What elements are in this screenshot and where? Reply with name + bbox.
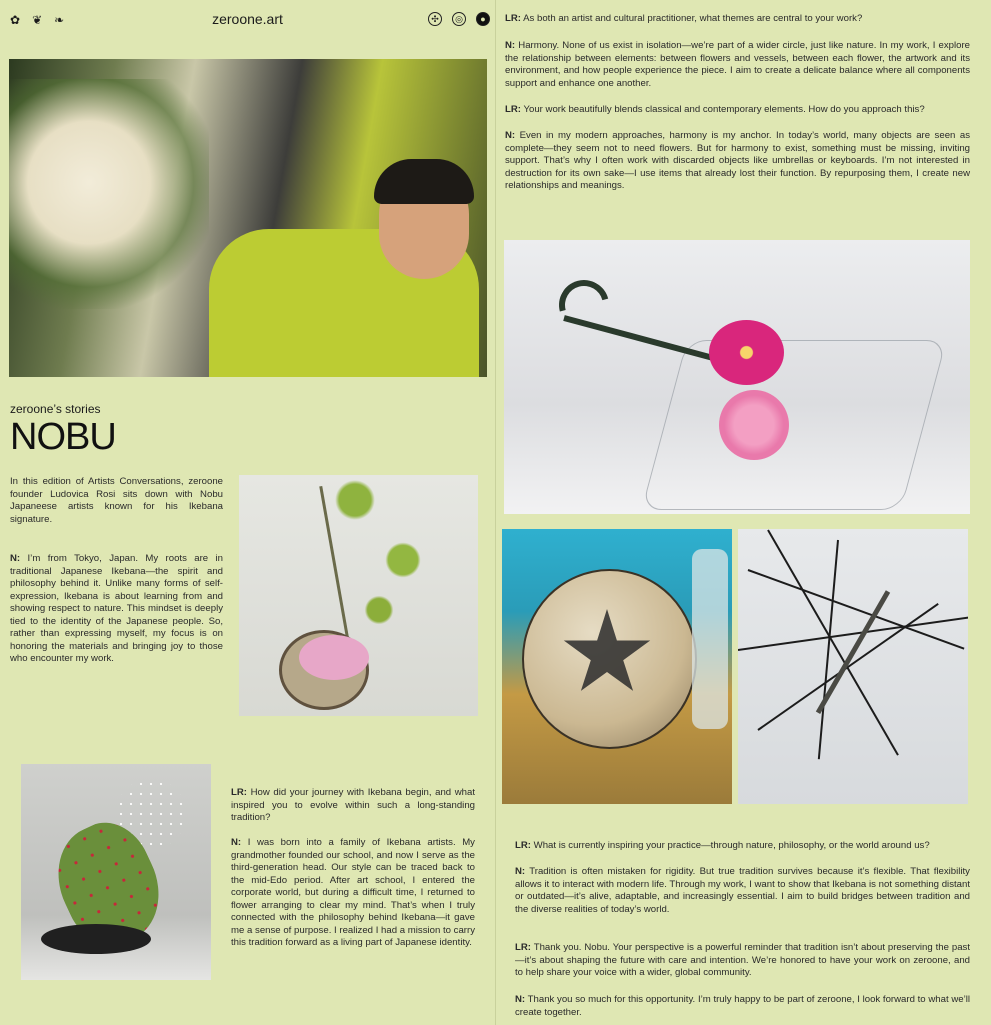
speaker-label: LR:: [515, 942, 531, 953]
clear-umbrella-canopy: [641, 340, 947, 510]
answer-text: Harmony. None of us exist in isolation—we’re part of a wider circle, just like nature. In my work, I explore the relationship between elements: between flowers and vessels, between each flower, the artwork and its environment, and how people experience the piece. I aim to create a delicate balance where all components support and enhance one another.: [505, 40, 970, 89]
speaker-label: LR:: [505, 104, 521, 115]
speaker-label: N:: [10, 553, 21, 564]
qa-question: [505, 13, 970, 26]
qa-question: [515, 942, 970, 980]
black-dish: [41, 924, 151, 954]
ikebana-berries-photo: [21, 764, 211, 980]
speaker-label: LR:: [515, 840, 531, 851]
intro-lede: In this edition of Artists Conversations, zeroone founder Ludovica Rosi sits down with Nobu Japaneese artists known for his Ikebana signature.: [10, 476, 223, 525]
answer-text: Tradition is often mistaken for rigidity. But true tradition survives because it’s flexible. That flexibility allows it to interact with modern life. Through my work, I want to show that Ikebana is not something distant or outdated—it’s alive, adaptable, and increasingly essential. I aim to build bridges between tradition and the diverse realities of today’s world.: [515, 866, 970, 915]
bird-logo-icon[interactable]: ❦: [32, 13, 43, 27]
qa-answer: [515, 994, 970, 1019]
umbrella-ribs-branch-photo: [738, 529, 968, 804]
magenta-peony: [709, 320, 784, 385]
qa-question: [505, 104, 970, 117]
circle-symbol-icon[interactable]: ◎: [452, 12, 466, 26]
question-text: Your work beautifully blends classical and contemporary elements. How do you approach this?: [523, 104, 925, 115]
question-text: Thank you. Nobu. Your perspective is a powerful reminder that tradition isn’t about preserving the past—it’s about shaping the future with care and intention. We’re honored to have your work on zeroone, and to help share your voice with a wider, global community.: [515, 942, 970, 978]
question-text: How did your journey with Ikebana begin, and what inspired you to evolve within such a long-standing tradition?: [231, 787, 475, 823]
speaker-label: N:: [505, 40, 516, 51]
site-title[interactable]: zeroone.art: [212, 11, 283, 27]
qa-question: [515, 840, 970, 853]
header-action-icons: [428, 12, 490, 26]
speaker-label: N:: [505, 130, 516, 141]
artist-name-heading: NOBU: [10, 416, 116, 458]
qa-question: [231, 787, 475, 825]
speaker-label: N:: [515, 994, 526, 1005]
qa-answer: [505, 130, 970, 193]
record-icon[interactable]: ●: [476, 12, 490, 26]
answer-text: Thank you so much for this opportunity. I’m truly happy to be part of zeroone, I look forward to what we’ll create together.: [515, 994, 970, 1018]
leaf-logo-icon[interactable]: ✿: [10, 13, 21, 27]
speaker-label: N:: [515, 866, 526, 877]
answer-text: I was born into a family of Ikebana artists. My grandmother founded our school, and now I serve as the third-generation head. Our style can be traced back to the mid-Edo period. After art school, I entered the corporate world, but during a difficult time, I returned to flower arranging to clear my mind. That’s when I truly connected with the philosophy behind Ikebana—it gave me a sense of purpose. I realized I had a mission to carry this tradition forward as a living part of Japanese identity.: [231, 837, 475, 948]
soccer-ball-photo: [502, 529, 732, 804]
speaker-label: LR:: [231, 787, 247, 798]
ikebana-bowl-photo: [239, 475, 478, 716]
hero-photo-artist: [9, 59, 487, 377]
answer-text: Even in my modern approaches, harmony is my anchor. In today’s world, many objects are seen as complete—they seem not to need flowers. But for harmony to exist, something must be missing, inviting support. That’s why I often work with discarded objects like umbrellas or keyboards. I’m not interested in destruction for its own sake—I use items that already lost their function. By repurposing them, I create new relationships and meanings.: [505, 130, 970, 191]
seed-logo-icon[interactable]: ❧: [54, 13, 65, 27]
pink-blossoms: [299, 635, 369, 680]
artist-hair: [374, 159, 474, 204]
umbrella-rib: [757, 603, 938, 731]
question-text: As both an artist and cultural practitioner, what themes are central to your work?: [523, 13, 863, 24]
answer-text: I’m from Tokyo, Japan. My roots are in traditional Japanese Ikebana—the spirit and philosophy behind it. Unlike many forms of self-expression, Ikebana is about learning from and showing respect to nature. This mindset is deeply tied to the identity of the Japanese people. So, rather than expressing myself, my focus is on honoring the materials and bringing joy to those who encounter my work.: [10, 553, 223, 664]
umbrella-ikebana-photo: [504, 240, 970, 514]
qa-answer: [515, 866, 970, 916]
smoke-bush-flowers: [9, 79, 209, 309]
qa-answer: [10, 553, 223, 666]
speaker-label: LR:: [505, 13, 521, 24]
column-divider: [495, 0, 496, 1025]
section-kicker: zeroone’s stories: [10, 402, 101, 416]
pink-peony: [719, 390, 789, 460]
qa-answer: [231, 837, 475, 950]
qa-answer: [505, 40, 970, 90]
question-text: What is currently inspiring your practice—through nature, philosophy, or the world around us?: [533, 840, 930, 851]
speaker-label: N:: [231, 837, 242, 848]
glass-bottle: [692, 549, 728, 729]
site-header: [0, 0, 495, 40]
flower-ornament-icon[interactable]: ✣: [428, 12, 442, 26]
